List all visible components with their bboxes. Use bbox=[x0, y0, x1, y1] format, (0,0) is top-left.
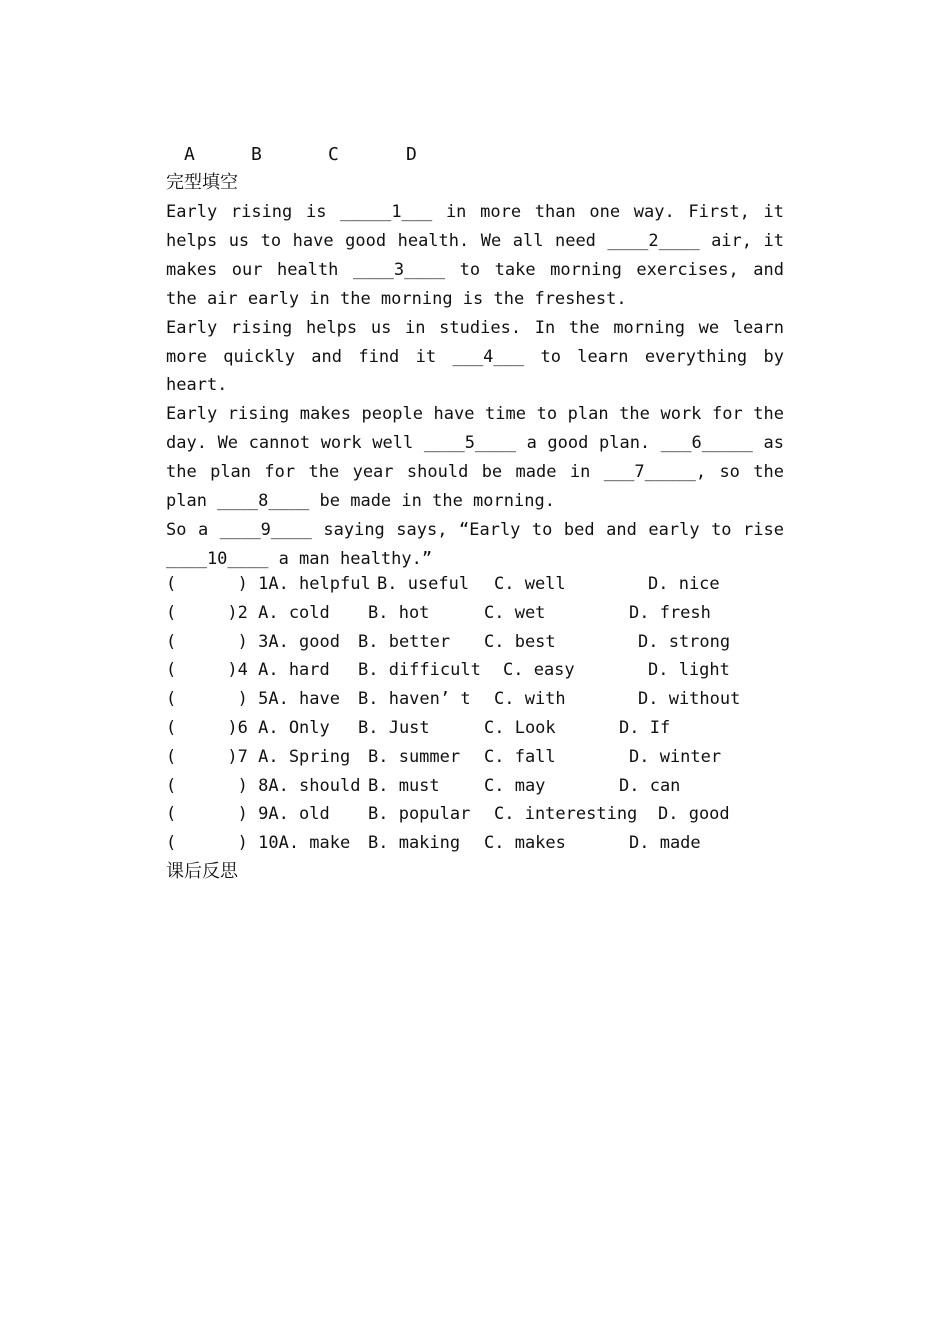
answer-letters-row bbox=[166, 143, 417, 167]
option-d: D. good bbox=[658, 804, 730, 825]
question-row bbox=[166, 800, 784, 829]
option-c: C. may bbox=[484, 775, 546, 796]
question-stem-option-a: ( )2 A. cold bbox=[166, 602, 330, 623]
question-row bbox=[166, 743, 784, 772]
option-d: D. fresh bbox=[629, 602, 711, 623]
option-d: D. strong bbox=[638, 631, 731, 652]
option-d: D. made bbox=[629, 833, 701, 854]
question-row bbox=[166, 656, 784, 685]
question-stem-option-a: ( )7 A. Spring bbox=[166, 746, 351, 767]
option-c: C. fall bbox=[484, 746, 556, 767]
option-d: D. nice bbox=[648, 574, 720, 594]
letter-b: B bbox=[251, 144, 262, 165]
option-c: C. well bbox=[494, 574, 566, 594]
question-row bbox=[166, 570, 784, 599]
option-d: D. light bbox=[648, 660, 730, 681]
option-d: D. without bbox=[638, 689, 741, 710]
letter-a: A bbox=[184, 144, 195, 165]
option-c: C. best bbox=[484, 631, 556, 652]
question-row bbox=[166, 772, 784, 801]
section-title: 完型填空 bbox=[166, 172, 238, 193]
option-d: D. If bbox=[619, 717, 671, 738]
question-stem-option-a: ( ) 9A. old bbox=[166, 804, 330, 825]
option-c: C. makes bbox=[484, 833, 566, 854]
option-b: B. better bbox=[358, 631, 451, 652]
passage-paragraph: So a ____9____ saying says, “Early to bed and early to rise ____10____ a man healthy.” bbox=[166, 519, 784, 569]
question-stem-option-a: ( ) 3A. good bbox=[166, 631, 340, 652]
question-stem-option-a: ( ) 1A. helpful bbox=[166, 574, 371, 594]
option-b: B. popular bbox=[368, 804, 471, 825]
question-stem-option-a: ( ) 5A. have bbox=[166, 689, 340, 710]
question-list bbox=[166, 570, 784, 858]
option-c: C. easy bbox=[503, 660, 575, 681]
letter-c: C bbox=[328, 144, 339, 165]
question-stem-option-a: ( )6 A. Only bbox=[166, 717, 330, 738]
passage-paragraph: Early rising makes people have time to plan the work for the day. We cannot work well ____5____ a good plan. ___6_____ as the plan for the year should be made in ___7_____, so the plan ____8____ be made in the morning. bbox=[166, 404, 784, 512]
option-d: D. can bbox=[619, 775, 681, 796]
option-b: B. making bbox=[368, 833, 461, 854]
option-b: B. useful bbox=[377, 574, 470, 594]
question-row bbox=[166, 599, 784, 628]
passage-paragraph: Early rising is _____1___ in more than one way. First, it helps us to have good health. We all need ____2____ air, it makes our health ____3____ to take morning exercises, and the air early in the morning is the freshest. bbox=[166, 202, 784, 309]
option-c: C. with bbox=[494, 689, 566, 710]
question-row bbox=[166, 628, 784, 657]
question-stem-option-a: ( )4 A. hard bbox=[166, 660, 330, 681]
option-c: C. wet bbox=[484, 602, 546, 623]
option-b: B. difficult bbox=[358, 660, 481, 681]
option-b: B. hot bbox=[368, 602, 430, 623]
question-stem-option-a: ( ) 10A. make bbox=[166, 833, 351, 854]
option-b: B. must bbox=[368, 775, 440, 796]
passage-paragraph: Early rising helps us in studies. In the morning we learn more quickly and find it ___4___ to learn everything by heart. bbox=[166, 317, 784, 396]
option-b: B. haven’ t bbox=[358, 689, 471, 710]
question-row bbox=[166, 714, 784, 743]
option-b: B. summer bbox=[368, 746, 461, 767]
cloze-passage bbox=[166, 198, 784, 574]
option-c: C. interesting bbox=[494, 804, 638, 825]
question-row bbox=[166, 829, 784, 858]
question-stem-option-a: ( ) 8A. should bbox=[166, 775, 361, 796]
option-d: D. winter bbox=[629, 746, 722, 767]
option-c: C. Look bbox=[484, 717, 556, 738]
reflection-title: 课后反思 bbox=[166, 861, 238, 882]
option-b: B. Just bbox=[358, 717, 430, 738]
question-row bbox=[166, 685, 784, 714]
letter-d: D bbox=[406, 144, 417, 165]
